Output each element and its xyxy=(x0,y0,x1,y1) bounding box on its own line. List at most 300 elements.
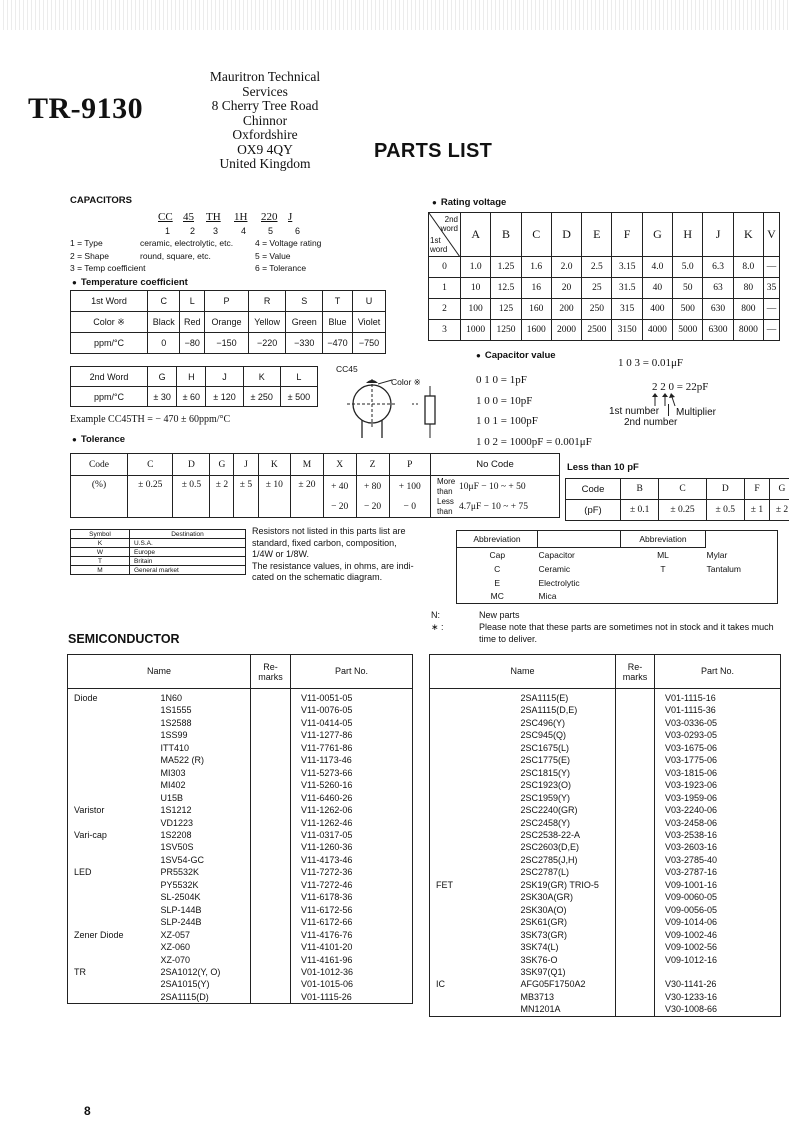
first-number-label: 1st number xyxy=(609,406,660,417)
address-block xyxy=(186,70,344,172)
part-name-cell: 2SC1775(E) xyxy=(520,755,571,766)
category-cell xyxy=(68,779,161,791)
remarks-cell xyxy=(251,804,291,816)
category-cell xyxy=(430,904,521,916)
cell: L xyxy=(180,291,205,312)
remarks-cell xyxy=(251,817,291,829)
remarks-cell xyxy=(251,891,291,903)
cell: 25 xyxy=(582,278,612,299)
part-name-cell: 2SA1015(Y) xyxy=(160,979,210,990)
part-name-cell: XZ-070 xyxy=(160,954,191,965)
part-name-cell: 1SV50S xyxy=(160,842,194,853)
category-cell xyxy=(68,991,161,1004)
col-head: H xyxy=(673,213,703,257)
value-line: 1 0 2 = 1000pF = 0.001μF xyxy=(476,435,592,448)
cell: E xyxy=(494,577,501,588)
cell: K xyxy=(71,539,130,548)
col-head: G xyxy=(642,213,672,257)
cell: 1.0 xyxy=(461,257,491,278)
capacitors-heading: CAPACITORS xyxy=(70,195,132,206)
cell: — xyxy=(763,299,779,320)
part-name-cell: SL-2504K xyxy=(160,892,201,903)
cell: ± 5 xyxy=(234,476,258,518)
remarks-cell xyxy=(251,841,291,853)
side-view-capacitor-icon xyxy=(425,396,435,424)
header-name: Name xyxy=(68,655,251,689)
cell: 2.0 xyxy=(551,257,581,278)
cell: 8000 xyxy=(733,320,763,341)
table-row xyxy=(68,829,413,841)
part-number-cell: V09-1002-46 xyxy=(665,929,718,940)
code-part: 45 xyxy=(183,211,194,223)
category-cell xyxy=(430,804,521,816)
part-number-cell: V09-1002-56 xyxy=(665,942,718,953)
cell: Britain xyxy=(130,557,246,566)
remarks-cell xyxy=(616,978,655,990)
cell: Abbreviation xyxy=(457,531,538,548)
remarks-cell xyxy=(251,991,291,1004)
cell xyxy=(621,576,706,590)
cell: Abbreviation xyxy=(621,531,706,548)
remarks-cell xyxy=(616,866,655,878)
resistors-note xyxy=(252,526,432,584)
legend-key: 6 = Tolerance xyxy=(255,263,307,273)
cell: 10 xyxy=(461,278,491,299)
category-cell xyxy=(430,991,521,1003)
part-number-cell: V03-0293-05 xyxy=(665,730,718,741)
col-head: E xyxy=(582,213,612,257)
category-cell xyxy=(68,978,161,990)
code-num: 1 xyxy=(165,226,171,236)
part-number-cell: V11-0076-05 xyxy=(301,705,353,716)
cell: 1.6 xyxy=(521,257,551,278)
abbreviation-table xyxy=(456,530,778,604)
cell: 4.0 xyxy=(642,257,672,278)
table-row xyxy=(68,704,413,716)
part-name-cell: 3SK97(Q1) xyxy=(520,966,566,977)
cell: Violet xyxy=(353,312,386,333)
table-row xyxy=(430,929,781,941)
capacitor-code xyxy=(158,211,300,223)
category-cell xyxy=(68,854,161,866)
cell: U.S.A. xyxy=(130,539,246,548)
less-than-value: 4.7μF − 10 ~ + 75 xyxy=(459,501,528,512)
category-cell xyxy=(430,742,521,754)
legend-desc: round, square, etc. xyxy=(140,250,211,261)
cell: C xyxy=(659,479,706,500)
cell: ppm/°C xyxy=(71,387,148,407)
cell: General market xyxy=(130,566,246,575)
part-number-cell: V09-0060-05 xyxy=(665,892,718,903)
cell: Mylar xyxy=(706,549,728,560)
part-name-cell: 1S1212 xyxy=(160,805,192,816)
table-row xyxy=(68,804,413,816)
cell: M xyxy=(291,454,324,476)
color-label: Color ※ xyxy=(391,377,421,387)
multiplier-label: Multiplier xyxy=(676,407,717,418)
remarks-cell xyxy=(251,792,291,804)
part-number-cell: V30-1141-26 xyxy=(665,979,717,990)
cell: F xyxy=(744,479,769,500)
part-name-cell: 2SC1815(Y) xyxy=(520,767,571,778)
legend-key: 1 = Type xyxy=(70,238,103,248)
part-number-cell: V09-1012-16 xyxy=(665,954,718,965)
cell: X xyxy=(323,454,356,476)
table-row xyxy=(68,729,413,741)
part-name-cell: 2SA1115(D) xyxy=(160,991,209,1002)
part-name-cell: 2SK30A(O) xyxy=(520,904,567,915)
part-number-cell: V03-1815-06 xyxy=(665,767,718,778)
table-row xyxy=(68,717,413,729)
address-line: Chinnor xyxy=(242,112,288,128)
part-number-cell: V09-1001-16 xyxy=(665,879,718,890)
cell: 1.25 xyxy=(491,257,521,278)
part-number-cell: V09-1014-06 xyxy=(665,917,718,928)
table-row xyxy=(68,792,413,804)
header-remarks: Re- marks xyxy=(251,655,291,689)
table-row xyxy=(68,866,413,878)
cell: Electrolytic xyxy=(538,577,580,588)
part-number-cell: V01-1012-36 xyxy=(301,966,354,977)
code-part: J xyxy=(288,211,293,223)
cell: 1250 xyxy=(491,320,521,341)
cell: 8.0 xyxy=(733,257,763,278)
table-row xyxy=(68,954,413,966)
part-number-cell: V11-6172-56 xyxy=(301,904,353,915)
category-cell xyxy=(430,854,521,866)
cell: 4000 xyxy=(642,320,672,341)
star-symbol: ∗ : xyxy=(431,622,444,632)
code-num: 3 xyxy=(213,226,219,236)
code-num: 4 xyxy=(241,226,247,236)
remarks-cell xyxy=(251,966,291,978)
remarks-cell xyxy=(251,929,291,941)
part-number-cell: V03-0336-05 xyxy=(665,717,718,728)
cell: W xyxy=(71,548,130,557)
example-text: Example CC45TH = − 470 ± 60ppm/°C xyxy=(70,414,231,425)
table-row xyxy=(68,991,413,1004)
remarks-cell xyxy=(616,779,655,791)
remarks-cell xyxy=(616,817,655,829)
table-row xyxy=(68,929,413,941)
part-name-cell: 1S2208 xyxy=(160,829,192,840)
more-than-label: More than xyxy=(437,476,456,496)
remarks-cell xyxy=(251,689,291,705)
cell: 2000 xyxy=(551,320,581,341)
table-row xyxy=(430,891,781,903)
cell: −330 xyxy=(286,333,323,354)
table-row xyxy=(68,879,413,891)
category-cell xyxy=(68,904,161,916)
remarks-cell xyxy=(616,804,655,816)
part-name-cell: ITT410 xyxy=(160,742,190,753)
part-number-cell: V03-1775-06 xyxy=(665,755,718,766)
part-number-cell: V03-2240-06 xyxy=(665,805,718,816)
tol-minus: − 20 xyxy=(331,501,349,512)
table-row xyxy=(68,841,413,853)
part-name-cell: 2SK61(GR) xyxy=(520,917,568,928)
table-row xyxy=(68,854,413,866)
code-part: 1H xyxy=(234,211,248,223)
cell: G xyxy=(769,479,789,500)
category-cell: Vari-cap xyxy=(74,829,107,840)
semiconductor-table-left xyxy=(67,654,413,1004)
category-cell xyxy=(68,717,161,729)
part-number-cell: V11-6460-26 xyxy=(301,792,353,803)
table-row xyxy=(430,742,781,754)
destination-table xyxy=(70,529,246,575)
table-row xyxy=(68,767,413,779)
part-name-cell: MN1201A xyxy=(520,1004,561,1015)
table-row xyxy=(430,1003,781,1016)
table-row xyxy=(430,866,781,878)
value-line: 0 1 0 = 1pF xyxy=(476,374,527,386)
cell: 400 xyxy=(642,299,672,320)
semiconductor-heading: SEMICONDUCTOR xyxy=(68,632,180,646)
category-cell xyxy=(68,841,161,853)
part-number-cell: V09-0056-05 xyxy=(665,904,718,915)
category-cell xyxy=(68,729,161,741)
cell: — xyxy=(763,257,779,278)
cell: C xyxy=(128,454,173,476)
code-legend xyxy=(70,237,321,275)
note-line: cated on the schematic diagram. xyxy=(252,572,383,582)
cell: MC xyxy=(490,591,504,602)
cell: ± 250 xyxy=(243,387,280,407)
address-line: Oxfordshire xyxy=(232,127,298,142)
value-line: 1 0 0 = 10pF xyxy=(476,394,533,407)
category-cell xyxy=(430,792,521,804)
category-cell xyxy=(430,717,521,729)
part-name-cell: XZ-060 xyxy=(160,942,191,953)
cell: D xyxy=(173,454,210,476)
category-cell xyxy=(68,916,161,928)
part-number-cell: V30-1233-16 xyxy=(665,991,718,1002)
part-number-cell: V11-1262-06 xyxy=(301,805,353,816)
remarks-cell xyxy=(616,742,655,754)
cell: ± 20 xyxy=(291,476,324,518)
remarks-cell xyxy=(251,742,291,754)
col-head: F xyxy=(612,213,642,257)
part-name-cell: 2SC2240(GR) xyxy=(520,805,578,816)
remarks-cell xyxy=(616,929,655,941)
category-cell xyxy=(430,817,521,829)
scan-noise xyxy=(0,0,789,30)
rating-voltage-heading: ● Rating voltage xyxy=(432,197,506,208)
part-name-cell: 2SC2538-22-A xyxy=(520,829,581,840)
cell: 5000 xyxy=(673,320,703,341)
more-than-value: 10μF − 10 ~ + 50 xyxy=(459,481,526,492)
cell: No Code xyxy=(431,454,560,476)
cell: 20 xyxy=(551,278,581,299)
category-cell xyxy=(430,954,521,966)
tolerance-table xyxy=(70,453,560,518)
capacitor-value-heading: ● Capacitor value xyxy=(476,350,556,361)
col-head: B xyxy=(491,213,521,257)
cell-empty xyxy=(538,531,621,548)
corner-cell xyxy=(429,213,461,257)
cell: 125 xyxy=(491,299,521,320)
cell: J xyxy=(206,367,243,387)
part-name-cell: 2SC1959(Y) xyxy=(520,792,571,803)
part-number-cell: V03-2785-40 xyxy=(665,854,718,865)
cell: ± 2 xyxy=(210,476,234,518)
cell: C xyxy=(148,291,180,312)
cell: Mica xyxy=(538,591,557,602)
tol-plus: + 80 xyxy=(363,481,382,492)
part-name-cell: 2SK19(GR) TRIO-5 xyxy=(520,879,599,890)
cell: ± 30 xyxy=(148,387,177,407)
semiconductor-table-right xyxy=(429,654,781,1017)
cell: T xyxy=(71,557,130,566)
cell: Europe xyxy=(130,548,246,557)
cell: 63 xyxy=(703,278,733,299)
note-line: Resistors not listed in this parts list are xyxy=(252,526,406,536)
table-row xyxy=(430,779,781,791)
cell: S xyxy=(286,291,323,312)
cell: Green xyxy=(286,312,323,333)
category-cell xyxy=(430,941,521,953)
stock-note: Please note that these parts are sometimes not in stock and it takes much time to deliver. xyxy=(479,622,774,644)
cell: ± 0.25 xyxy=(659,500,706,521)
remarks-cell xyxy=(616,891,655,903)
part-name-cell: 1SV54-GC xyxy=(160,854,205,865)
cell: Code xyxy=(71,454,128,476)
cell: ± 500 xyxy=(280,387,317,407)
remarks-cell xyxy=(251,717,291,729)
remarks-cell xyxy=(251,854,291,866)
category-cell xyxy=(68,754,161,766)
cell: ± 0.25 xyxy=(128,476,173,518)
less-than-10pf-table xyxy=(565,478,789,521)
new-parts-note: New parts xyxy=(479,610,520,620)
category-cell xyxy=(430,754,521,766)
cell: U xyxy=(353,291,386,312)
remarks-cell xyxy=(251,729,291,741)
cell-p xyxy=(389,476,431,518)
remarks-cell xyxy=(616,916,655,928)
cell: 160 xyxy=(521,299,551,320)
table-row xyxy=(68,742,413,754)
part-number-cell: V11-7272-46 xyxy=(301,879,353,890)
category-cell xyxy=(430,704,521,716)
cell: 5.0 xyxy=(673,257,703,278)
category-cell: LED xyxy=(74,867,92,878)
address-line: Mauritron Technical Services xyxy=(209,69,321,99)
remarks-cell xyxy=(616,829,655,841)
address-line: OX9 4QY xyxy=(237,141,293,157)
cell: Cap xyxy=(489,549,506,560)
code-num: 5 xyxy=(268,226,274,236)
address-line: 8 Cherry Tree Road xyxy=(211,98,319,113)
part-number-cell: V03-1923-06 xyxy=(665,780,718,791)
cell: 2500 xyxy=(582,320,612,341)
table-row xyxy=(430,854,781,866)
category-cell xyxy=(430,866,521,878)
category-cell xyxy=(68,941,161,953)
code-numbers xyxy=(165,226,307,236)
part-name-cell: SLP-244B xyxy=(160,917,202,928)
part-number-cell: V11-1173-46 xyxy=(301,755,352,766)
table-row xyxy=(68,966,413,978)
category-cell xyxy=(430,829,521,841)
category-cell xyxy=(430,929,521,941)
cell: L xyxy=(280,367,317,387)
cell: P xyxy=(205,291,249,312)
table-row xyxy=(430,767,781,779)
remarks-cell xyxy=(616,854,655,866)
remarks-cell xyxy=(616,966,655,978)
cell: Color ※ xyxy=(71,312,148,333)
legend-key: 5 = Value xyxy=(255,250,291,261)
category-cell xyxy=(430,779,521,791)
part-name-cell: MI402 xyxy=(160,780,186,791)
cell: Symbol xyxy=(71,530,130,539)
cell: Destination xyxy=(130,530,246,539)
cell: G xyxy=(148,367,177,387)
table-row xyxy=(430,829,781,841)
color-dot-icon xyxy=(366,380,378,383)
cell: 0 xyxy=(148,333,180,354)
remarks-cell xyxy=(616,1003,655,1016)
remarks-cell xyxy=(251,866,291,878)
divider xyxy=(668,404,669,416)
note-line: 1/4W or 1/8W. xyxy=(252,549,310,559)
part-number-cell: V11-0317-05 xyxy=(301,829,353,840)
header-name: Name xyxy=(430,655,616,689)
table-row xyxy=(68,904,413,916)
category-cell: Varistor xyxy=(74,805,105,816)
part-name-cell: 1N60 xyxy=(160,693,183,703)
legend-key: 3 = Temp coefficient xyxy=(70,263,146,273)
part-number-cell: V11-0414-05 xyxy=(301,717,353,728)
category-cell xyxy=(68,742,161,754)
cell: 50 xyxy=(673,278,703,299)
part-number-cell: V01-1115-16 xyxy=(665,693,716,703)
cell: −220 xyxy=(248,333,286,354)
remarks-cell xyxy=(616,717,655,729)
table-row xyxy=(68,978,413,990)
table-row xyxy=(430,704,781,716)
part-number-cell: V11-1260-36 xyxy=(301,842,353,853)
remarks-cell xyxy=(251,904,291,916)
table-row xyxy=(430,717,781,729)
category-cell xyxy=(68,879,161,891)
cell: Capacitor xyxy=(538,549,575,560)
capacitor-drawing xyxy=(322,372,452,444)
code-num: 6 xyxy=(295,226,301,236)
cell: Ceramic xyxy=(538,563,571,574)
remarks-cell xyxy=(616,704,655,716)
cell: ± 1 xyxy=(744,500,769,521)
col-head: C xyxy=(521,213,551,257)
category-cell: FET xyxy=(436,879,453,890)
cell: ± 120 xyxy=(206,387,243,407)
cell: ± 0.5 xyxy=(173,476,210,518)
cell: 315 xyxy=(612,299,642,320)
part-name-cell: U15B xyxy=(160,792,184,803)
table-row xyxy=(430,966,781,978)
part-name-cell: 2SA1012(Y, O) xyxy=(160,966,221,977)
cell: 200 xyxy=(551,299,581,320)
cell: T xyxy=(323,291,353,312)
part-number-cell: V11-4173-46 xyxy=(301,854,353,865)
part-name-cell: VD1223 xyxy=(160,817,194,828)
part-number-cell: V11-0051-05 xyxy=(301,693,353,703)
part-name-cell: 2SA1115(D,E) xyxy=(520,705,578,716)
tol-minus: − 0 xyxy=(403,501,416,512)
part-number-cell: V03-2458-06 xyxy=(665,817,718,828)
